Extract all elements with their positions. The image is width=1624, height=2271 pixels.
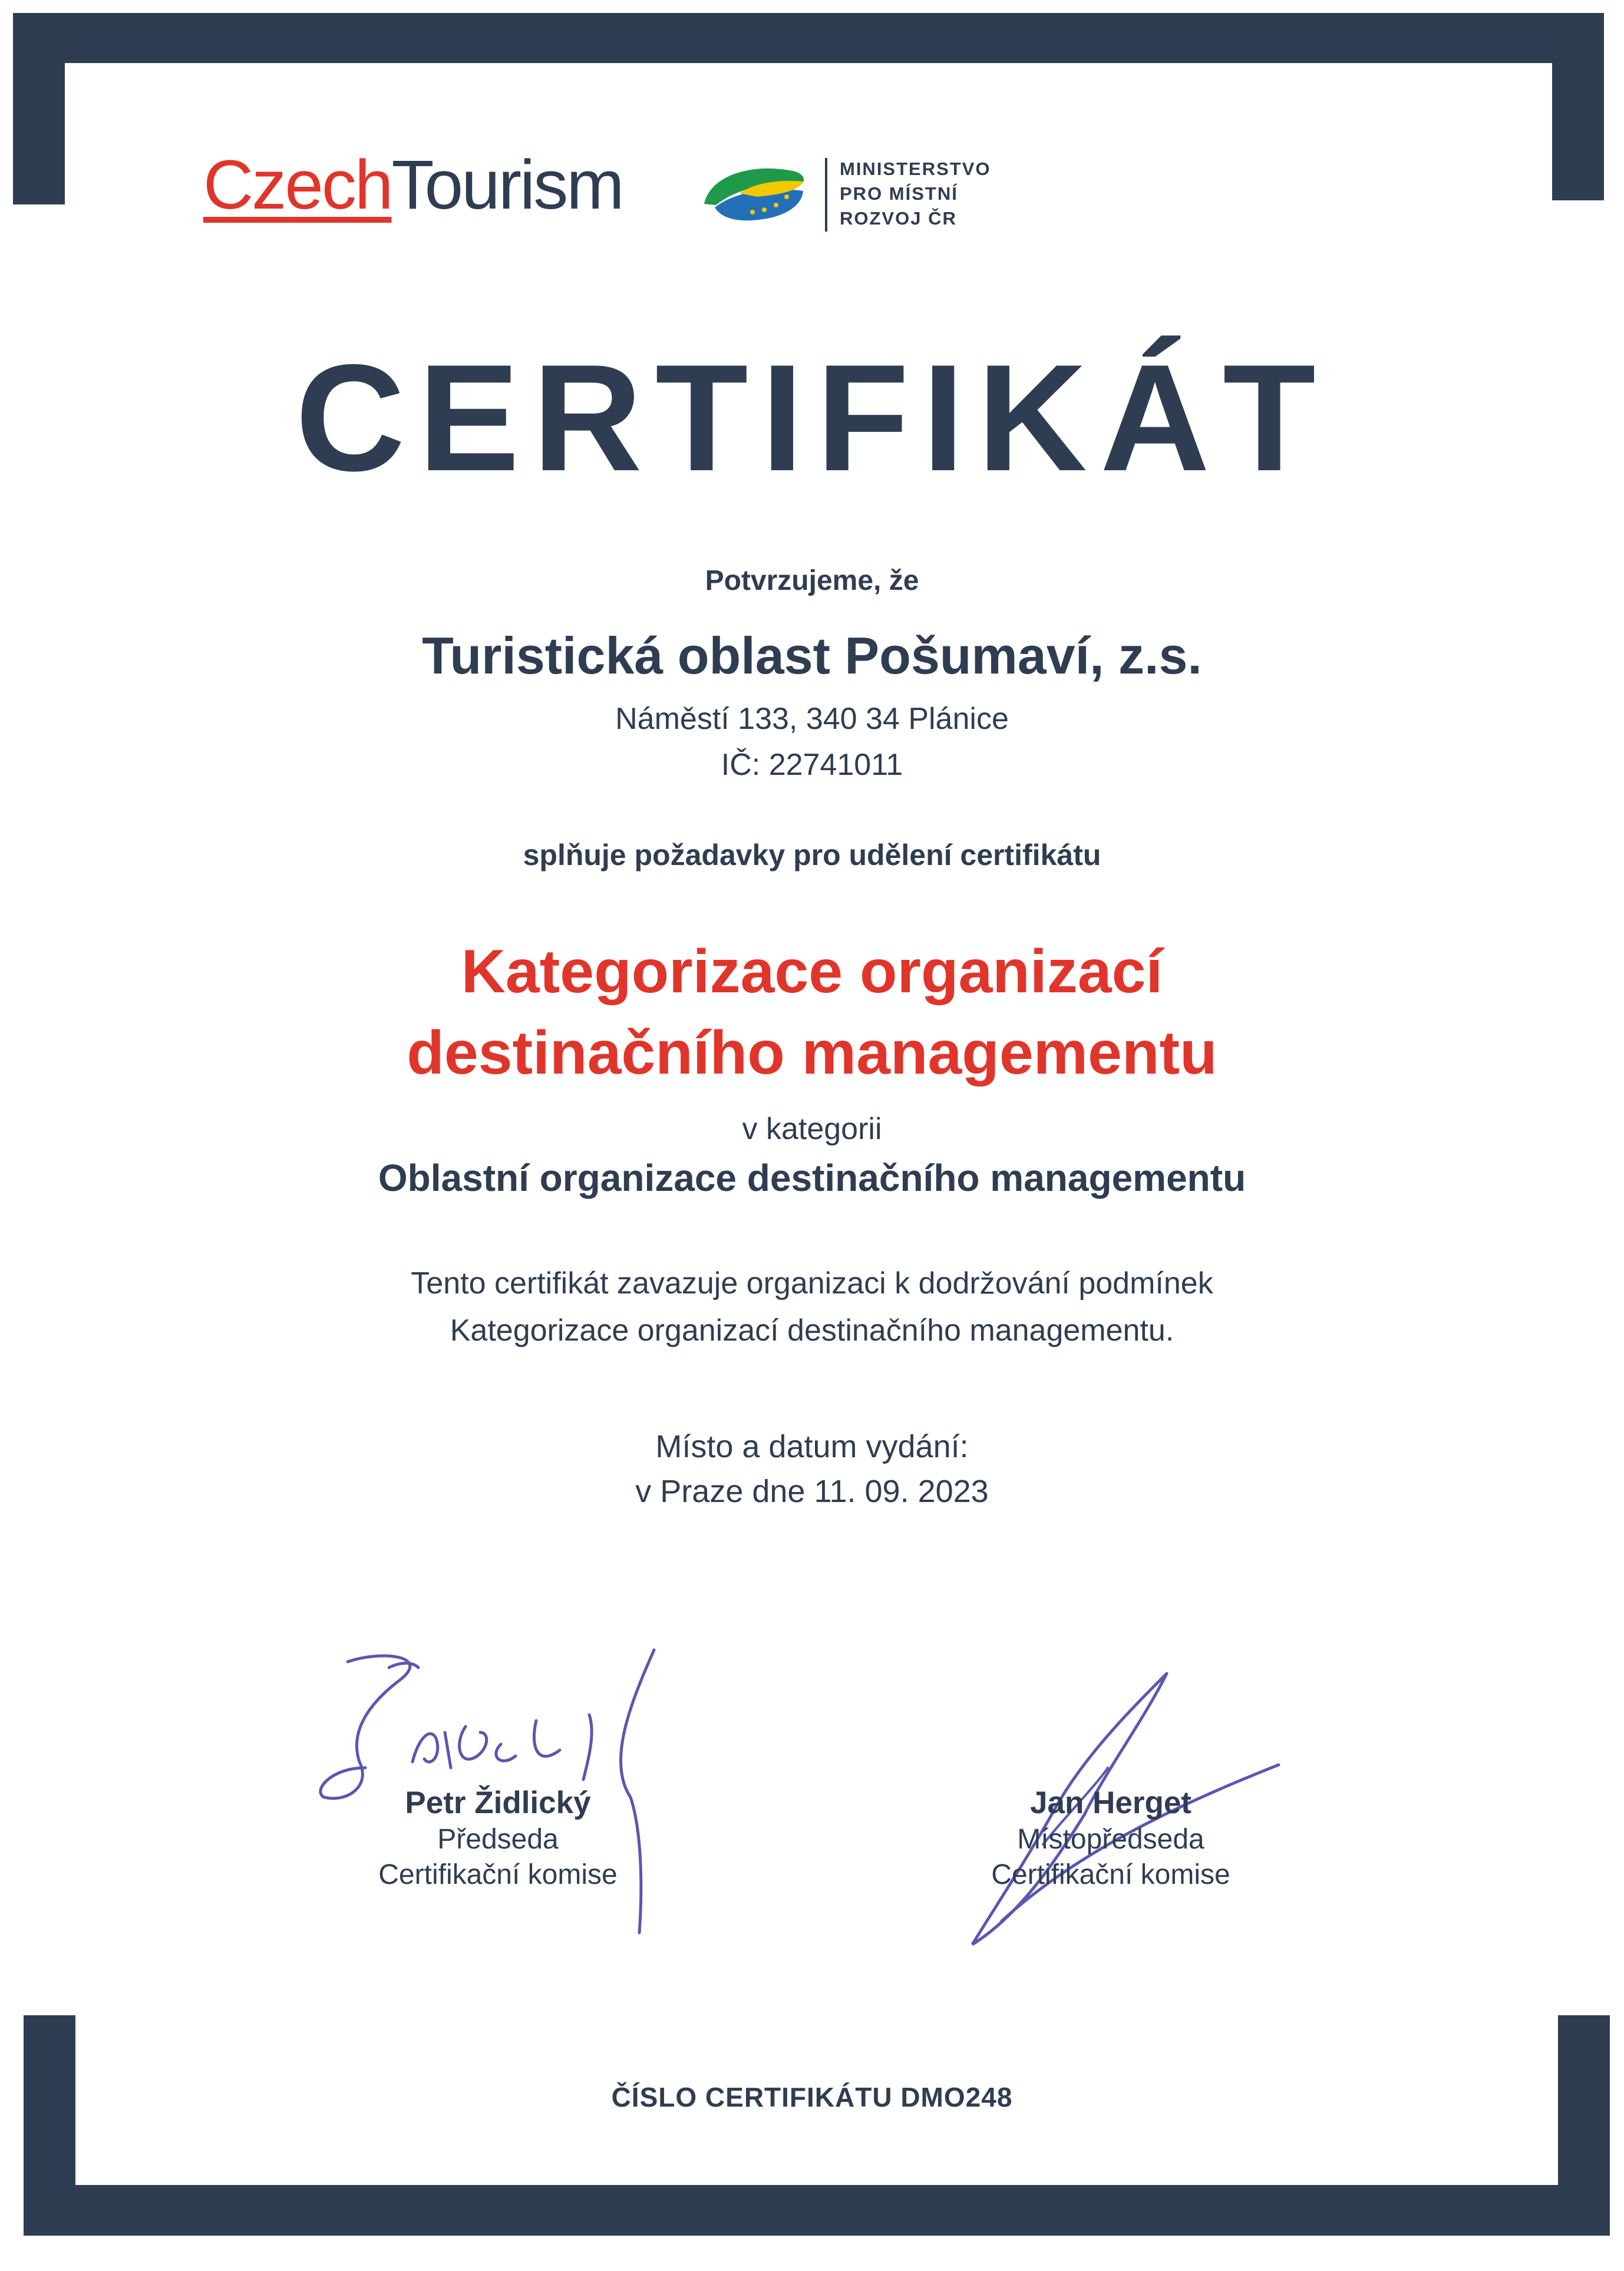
czechtourism-logo	[203, 146, 623, 224]
brand-part-czech: Czech	[203, 146, 392, 224]
signatory-right	[934, 1784, 1288, 1893]
frame-top-right-leg	[1552, 13, 1604, 200]
obligation-line-2: Kategorizace organizací destinačního managementu.	[450, 1313, 1174, 1348]
ministry-name	[840, 157, 991, 231]
issue-value: v Praze dne 11. 09. 2023	[635, 1474, 989, 1509]
signatory-right-role: Místopředseda	[1017, 1824, 1204, 1855]
brand-part-tourism: Tourism	[391, 146, 623, 224]
obligation-line-1: Tento certifikát zavazuje organizaci k dodržování podmínek	[411, 1266, 1213, 1300]
frame-bottom-left-leg	[24, 2015, 75, 2236]
program-title-line-1: Kategorizace organizací	[461, 938, 1163, 1006]
mmr-emblem-icon	[698, 158, 810, 235]
signatory-left-body: Certifikační komise	[378, 1859, 618, 1890]
category-name: Oblastní organizace destinačního managementu	[378, 1157, 1246, 1199]
organization-name: Turistická oblast Pošumaví, z.s.	[422, 626, 1202, 685]
organization-address: Náměstí 133, 340 34 Plánice	[615, 702, 1009, 736]
frame-top-left-leg	[13, 13, 65, 204]
frame-top-bar	[13, 13, 1604, 63]
signatory-right-name: Jan Herget	[1030, 1785, 1191, 1820]
ministry-line-1: MINISTERSTVO	[840, 159, 991, 179]
category-intro: v kategorii	[742, 1112, 882, 1146]
ministry-line-2: PRO MÍSTNÍ	[840, 183, 958, 204]
mmr-separator	[825, 158, 827, 232]
issue-label: Místo a datum vydání:	[655, 1429, 969, 1464]
signatory-left-name: Petr Židlický	[405, 1785, 591, 1820]
confirm-text: Potvrzujeme, že	[705, 565, 919, 596]
certificate-number: ČÍSLO CERTIFIKÁTU DMO248	[611, 2082, 1013, 2112]
signatory-left-role: Předseda	[437, 1824, 559, 1855]
frame-bottom-bar	[24, 2185, 1610, 2236]
requirements-text: splňuje požadavky pro udělení certifikátu	[523, 839, 1101, 872]
program-title-line-2: destinačního managementu	[407, 1019, 1217, 1087]
ministry-line-3: ROZVOJ ČR	[840, 208, 957, 229]
certificate-title: CERTIFIKÁT	[295, 332, 1329, 503]
frame-bottom-right-leg	[1558, 2015, 1610, 2236]
signatory-left	[321, 1784, 675, 1893]
signatory-right-body: Certifikační komise	[991, 1859, 1230, 1890]
organization-id: IČ: 22741011	[721, 748, 903, 782]
